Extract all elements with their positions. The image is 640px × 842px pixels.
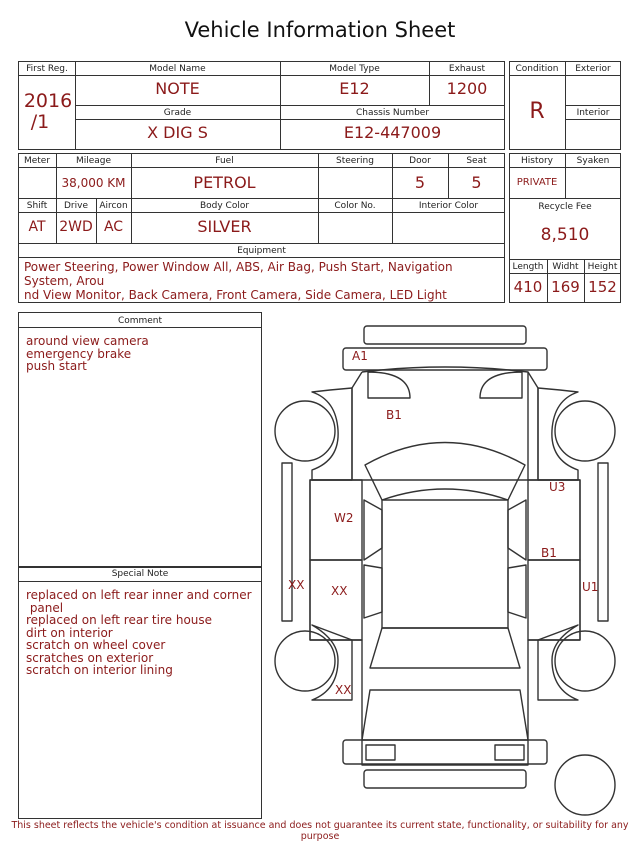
- equipment-line-2: nd View Monitor, Back Camera, Front Camera, Side Camera, LED Light: [24, 288, 447, 302]
- mark-w2: W2: [334, 511, 354, 525]
- history-value: PRIVATE: [516, 177, 558, 188]
- fuel-label: Fuel: [215, 156, 234, 166]
- body-color-value: SILVER: [197, 217, 252, 236]
- hood: [352, 372, 538, 480]
- model-type-label: Model Type: [329, 64, 380, 74]
- height-label: Height: [587, 262, 618, 272]
- spare-wheel: [555, 755, 615, 815]
- seat-label: Seat: [466, 156, 487, 166]
- chassis-value: E12-447009: [343, 123, 442, 142]
- taillight-right: [495, 745, 524, 760]
- drive-value: 2WD: [59, 219, 93, 235]
- length-label: Length: [512, 262, 544, 272]
- mileage-label: Mileage: [75, 156, 112, 166]
- model-type-value: E12: [339, 79, 370, 98]
- grade-value: X DIG S: [147, 123, 208, 142]
- chassis-label: Chassis Number: [355, 108, 430, 118]
- aircon-label: Aircon: [99, 201, 128, 211]
- condition-value: R: [529, 99, 545, 124]
- rear-bumper-lower: [364, 770, 526, 788]
- mark-b1-right: B1: [541, 546, 557, 560]
- door-value: 5: [414, 173, 426, 192]
- body-outline: [310, 367, 580, 765]
- headlight-left: [368, 372, 410, 398]
- fuel-value: PETROL: [193, 173, 256, 192]
- windshield: [365, 443, 525, 501]
- height-value: 152: [588, 278, 617, 296]
- seat-value: 5: [471, 173, 482, 192]
- first-reg-label: First Reg.: [26, 64, 68, 74]
- exhaust-value: 1200: [446, 79, 488, 98]
- rear-window: [370, 628, 520, 668]
- shift-value: AT: [28, 219, 46, 235]
- aircon-value: AC: [103, 219, 124, 235]
- length-value: 410: [513, 278, 543, 296]
- right-front-window: [508, 500, 526, 560]
- meter-label: Meter: [23, 156, 51, 166]
- car-diagram: [268, 318, 632, 818]
- grade-label: Grade: [163, 108, 192, 118]
- equipment-line-1: Power Steering, Power Window All, ABS, Air Bag, Push Start, Navigation System, Arou: [24, 260, 453, 288]
- color-no-label: Color No.: [334, 201, 376, 211]
- right-front-fender: [538, 388, 578, 480]
- model-name-label: Model Name: [149, 64, 206, 74]
- width-label: Widht: [552, 262, 579, 272]
- headlight-right: [480, 372, 522, 398]
- roof: [382, 500, 508, 628]
- wheel-front-right: [555, 401, 615, 461]
- left-rear-window: [364, 565, 382, 618]
- left-front-window: [364, 500, 382, 560]
- comment-text: around view camera emergency brake push start: [26, 334, 149, 373]
- interior-color-label: Interior Color: [418, 201, 479, 211]
- steering-label: Steering: [336, 156, 374, 166]
- mark-u3: U3: [549, 480, 566, 494]
- history-label: History: [520, 156, 554, 166]
- right-sill: [598, 463, 608, 621]
- recycle-fee-value: 8,510: [540, 225, 590, 245]
- mark-b1-hood: B1: [386, 408, 402, 422]
- front-bumper: [364, 326, 526, 344]
- syaken-label: Syaken: [576, 156, 610, 166]
- right-rear-window: [508, 565, 526, 618]
- left-front-fender: [312, 388, 352, 480]
- body-color-label: Body Color: [199, 201, 250, 211]
- comment-label: Comment: [117, 316, 163, 326]
- rear-hatch: [362, 690, 528, 740]
- mark-xx-inner: XX: [331, 584, 348, 598]
- exhaust-label: Exhaust: [448, 64, 486, 74]
- special-note-label: Special Note: [111, 569, 169, 579]
- taillight-left: [366, 745, 395, 760]
- disclaimer-footer: This sheet reflects the vehicle's condition at issuance and does not guarantee its current state, functionality, or suitability for any purpose: [11, 820, 629, 842]
- exterior-label: Exterior: [575, 64, 611, 74]
- condition-label: Condition: [515, 64, 559, 74]
- left-sill: [282, 463, 292, 621]
- first-reg-month: /1: [30, 111, 50, 133]
- first-reg-year: 2016: [23, 90, 73, 112]
- mark-u1: U1: [582, 580, 599, 594]
- model-name-value: NOTE: [155, 79, 200, 98]
- drive-label: Drive: [64, 201, 88, 211]
- mark-xx-rear: XX: [335, 683, 352, 697]
- wheel-front-left: [275, 401, 335, 461]
- page-title: Vehicle Information Sheet: [184, 18, 456, 42]
- mark-xx-left: XX: [288, 578, 305, 592]
- interior-label: Interior: [576, 108, 610, 118]
- recycle-fee-label: Recycle Fee: [538, 202, 592, 212]
- special-note-text: replaced on left rear inner and corner panel replaced on left rear tire house dirt on interior scratch on wheel cover scratches on exterior scratch on interior lining: [26, 588, 252, 677]
- shift-label: Shift: [26, 201, 48, 211]
- equipment-text: [24, 260, 504, 302]
- width-value: 169: [551, 278, 580, 296]
- mileage-value: 38,000 KM: [61, 176, 126, 190]
- door-label: Door: [409, 156, 431, 166]
- mark-a1: A1: [352, 349, 368, 363]
- equipment-label: Equipment: [237, 246, 286, 256]
